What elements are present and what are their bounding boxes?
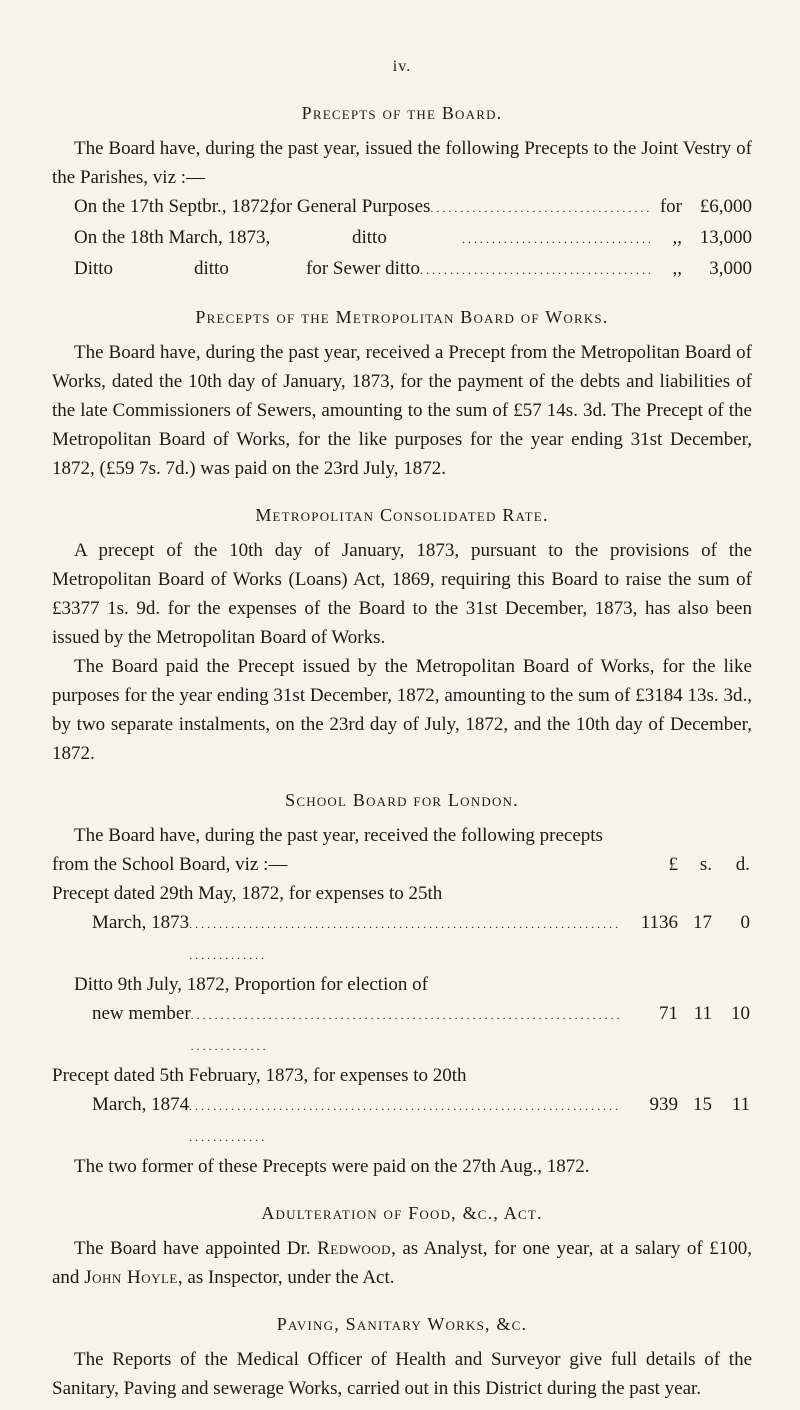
entry-label: March, 1873 bbox=[92, 912, 190, 933]
precept-row bbox=[52, 192, 752, 223]
dot-leader bbox=[462, 223, 650, 254]
entry-line: Ditto 9th July, 1872, Proportion for election of bbox=[74, 974, 428, 995]
heading-paving-sanitary: Paving, Sanitary Works, &c. bbox=[276, 1314, 528, 1334]
page-number: iv. bbox=[392, 58, 412, 75]
pounds: 939 bbox=[649, 1094, 678, 1115]
precept-purpose: ditto bbox=[194, 258, 229, 279]
school-board-table-header bbox=[52, 850, 752, 879]
shillings: 17 bbox=[693, 912, 712, 933]
precept-row bbox=[52, 254, 752, 285]
heading-school-board: School Board for London. bbox=[285, 790, 519, 810]
precept-purpose: ditto bbox=[352, 227, 387, 248]
dot-leader bbox=[420, 254, 650, 285]
adulteration-text-b: , as Analyst, for one year, at a salary of £100, and bbox=[52, 1238, 753, 1288]
dot-leader bbox=[430, 192, 650, 223]
entry-amount bbox=[622, 1090, 752, 1152]
inspector-name: John Hoyle bbox=[84, 1267, 178, 1288]
pounds: 1136 bbox=[640, 912, 678, 933]
precept-amount: £6,000 bbox=[699, 196, 752, 217]
precept-date: Ditto bbox=[74, 258, 114, 279]
heading-consolidated-rate: Metropolitan Consolidated Rate. bbox=[255, 505, 549, 525]
consolidated-rate-paragraph-1: A precept of the 10th day of January, 1873, pursuant to the provisions of the Metropolitan Board of Works (Loans) Act, 1869, requiring this Board to raise the sum of £3377 1s. 9d. for the expenses of the Board to the 31st December, 1873, has also been issued by the Metropolitan Board of Works. bbox=[52, 540, 752, 648]
entry-amount bbox=[622, 999, 752, 1061]
shillings: 15 bbox=[693, 1094, 712, 1115]
school-board-entry bbox=[52, 879, 752, 970]
precepts-intro: The Board have, during the past year, issued the following Precepts to the Joint Vestry of the Parishes, viz :— bbox=[52, 138, 752, 188]
entry-label: new member bbox=[92, 1003, 191, 1024]
entry-line-cont bbox=[52, 908, 752, 970]
adulteration-text-c: , as Inspector, under the Act. bbox=[177, 1267, 395, 1288]
heading-metropolitan-board: Precepts of the Metropolitan Board of Works. bbox=[195, 307, 609, 327]
entry-line-cont bbox=[52, 999, 752, 1061]
school-board-closing: The two former of these Precepts were paid on the 27th Aug., 1872. bbox=[74, 1156, 590, 1177]
consolidated-rate-paragraph-2: The Board paid the Precept issued by the Metropolitan Board of Works, for the like purposes for the year ending 31st December, 1872, amounting to the sum of £3184 13s. 3d., by two separate instalments, on the 23rd day of July, 1872, and the 10th day of December, 1872. bbox=[52, 656, 752, 764]
precept-for: for bbox=[659, 196, 682, 217]
pence: 11 bbox=[731, 1094, 750, 1115]
school-board-entry bbox=[52, 1061, 752, 1152]
shillings: 11 bbox=[693, 1003, 712, 1024]
pence: 10 bbox=[731, 1003, 750, 1024]
precept-sewer: for Sewer ditto bbox=[306, 258, 420, 279]
heading-adulteration-act: Adulteration of Food, &c., Act. bbox=[261, 1203, 543, 1223]
entry-label: March, 1874 bbox=[92, 1094, 190, 1115]
analyst-name: Redwood bbox=[317, 1238, 392, 1259]
entry-line: Precept dated 5th February, 1873, for expenses to 20th bbox=[52, 1065, 467, 1086]
paving-sanitary-paragraph: The Reports of the Medical Officer of Health and Surveyor give full details of the Sanitary, Paving and sewerage Works, carried out in this District during the past year. bbox=[52, 1349, 752, 1399]
metropolitan-board-paragraph: The Board have, during the past year, received a Precept from the Metropolitan Board of Works, dated the 10th day of January, 1873, for the payment of the debts and liabilities of the late Commissioners of Sewers, amounting to the sum of £57 14s. 3d. The Precept of the Metropolitan Board of Works, for the like purposes for the year ending 31st December, 1872, (£59 7s. 7d.) was paid on the 23rd July, 1872. bbox=[52, 342, 752, 479]
pence: 0 bbox=[740, 912, 750, 933]
precept-row bbox=[52, 223, 752, 254]
dot-leader bbox=[189, 1090, 622, 1152]
adulteration-text-a: The Board have appointed Dr. bbox=[74, 1238, 318, 1259]
precept-for: ,, bbox=[672, 258, 682, 279]
heading-precepts-of-board: Precepts of the Board. bbox=[301, 103, 503, 123]
adulteration-paragraph bbox=[52, 1234, 752, 1292]
dot-leader bbox=[189, 908, 622, 970]
pence-header: d. bbox=[735, 854, 750, 875]
precept-amount: 13,000 bbox=[699, 227, 752, 248]
entry-line-cont bbox=[52, 1090, 752, 1152]
entry-line: Precept dated 29th May, 1872, for expenses to 25th bbox=[52, 883, 443, 904]
shillings-header: s. bbox=[699, 854, 712, 875]
precept-date: On the 18th March, 1873, bbox=[74, 227, 271, 248]
school-board-intro: The Board have, during the past year, received the following precepts bbox=[74, 825, 603, 846]
precept-amount: 3,000 bbox=[709, 258, 752, 279]
money-header bbox=[622, 850, 752, 879]
precept-date: On the 17th Septbr., 1872, bbox=[74, 196, 275, 217]
dot-leader bbox=[191, 999, 622, 1061]
school-board-intro-cont: from the School Board, viz :— bbox=[52, 854, 288, 875]
precept-purpose: for General Purposes bbox=[270, 196, 431, 217]
school-board-entry bbox=[52, 970, 752, 1061]
precept-for: ,, bbox=[672, 227, 682, 248]
entry-amount bbox=[622, 908, 752, 970]
pounds: 71 bbox=[659, 1003, 678, 1024]
pounds-header: £ bbox=[668, 854, 678, 875]
